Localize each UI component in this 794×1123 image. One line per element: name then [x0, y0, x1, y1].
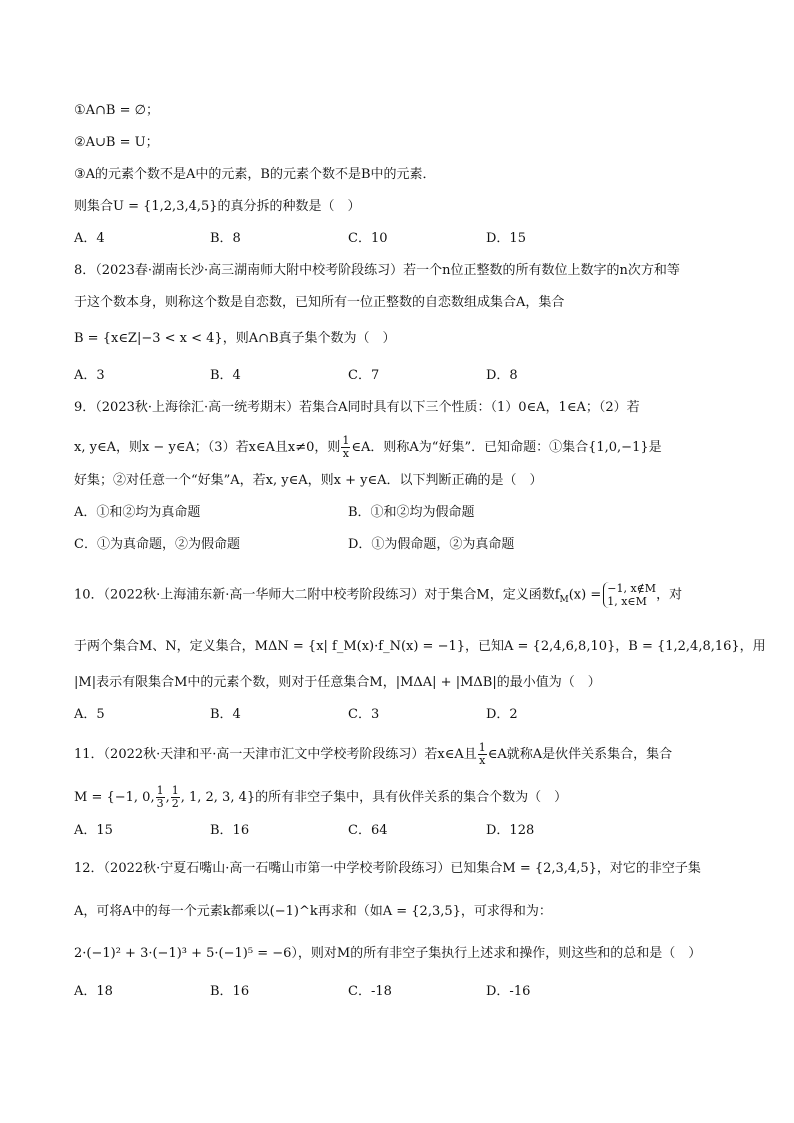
q11-fraction-denominator: x: [479, 754, 486, 767]
q11-fraction: [478, 742, 487, 767]
q9-stem-line-3: 好集；②对任意一个“好集”A，若x, y∈A，则x + y∈A．以下判断正确的是（ ）: [74, 473, 543, 488]
q10-case-2: 1, x∈M: [607, 595, 647, 608]
q9-stem-line-2-start: x, y∈A，则x − y∈A；（3）若x∈A且x≠0，则: [74, 440, 341, 455]
q12-stem-line-1: 12．（2022秋·宁夏石嘴山·高一石嘴山市第一中学校考阶段练习）已知集合M = {2,3,4,5}，对它的非空子集: [74, 861, 701, 876]
q9-fraction-denominator: x: [342, 447, 350, 460]
q11-set-start: M = {−1, 0,: [74, 790, 155, 805]
q8-stem-line-3: B = {x∈Z|−3 < x < 4}，则A∩B真子集个数为（ ）: [74, 331, 396, 346]
q10-stem-line-1-start: 10．（2022秋·上海浦东新·高一华师大二附中校考阶段练习）对于集合M，定义函数f: [74, 587, 560, 603]
q10-piecewise-cases: [603, 582, 656, 608]
q9-fraction: [341, 435, 350, 460]
q8-option-c: C．7: [348, 368, 380, 383]
q10-stem-line-1: [74, 582, 682, 609]
q11-option-a: A．15: [74, 823, 113, 838]
q8-option-b: B．4: [210, 368, 241, 383]
q7-option-d: D．15: [486, 231, 526, 246]
q10-stem-line-2: 于两个集合M、N，定义集合，MΔN = {x| f_M(x)·f_N(x) = −1}，已知A = {2,4,6,8,10}，B = {1,2,4,8,16}，用: [74, 639, 766, 654]
q10-option-d: D．2: [486, 707, 518, 722]
q12-option-c: C．-18: [348, 984, 392, 999]
q7-option-b: B．8: [210, 231, 241, 246]
q11-fraction-1-2: [171, 785, 180, 810]
q10-option-c: C．3: [348, 707, 380, 722]
q7-option-c: C．10: [348, 231, 388, 246]
q12-stem-line-3: 2·(−1)² + 3·(−1)³ + 5·(−1)⁵ = −6），则对M的所有非空子集执行上述求和操作，则这些和的总和是（ ）: [74, 946, 702, 961]
q12-stem-line-2: A，可将A中的每一个元素k都乘以(−1)^k再求和（如A = {2,3,5}，可求得和为：: [74, 904, 552, 919]
q10-stem-line-3: |M|表示有限集合M中的元素个数，则对于任意集合M，|MΔA| + |MΔB|的最小值为（ ）: [74, 675, 601, 690]
q11-fraction-numerator: 1: [478, 741, 486, 754]
q9-option-a: A．①和②均为真命题: [74, 505, 201, 520]
q9-option-b: B．①和②均为假命题: [348, 505, 475, 520]
q7-option-a: A．4: [74, 231, 105, 246]
q8-option-a: A．3: [74, 368, 105, 383]
q10-function-arg: (x) =: [568, 587, 602, 603]
q7-condition-2: ②A∪B = U；: [74, 135, 159, 150]
q11-stem-line-2: M = {−1, 0, $\frac{1}{3}$ , $\frac{1}{2}$ , 1, 2, 3, 4}的所有非空子集中，具有伙伴关系的集合个数为（ ）: [74, 784, 568, 810]
q12-option-b: B．16: [210, 984, 250, 999]
q9-stem-line-2: [74, 435, 662, 460]
q9-stem-line-1: 9．（2023秋·上海徐汇·高一统考期末）若集合A同时具有以下三个性质：（1）0∈A，1∈A；（2）若: [74, 400, 640, 415]
q9-option-c: C．①为真命题，②为假命题: [74, 537, 240, 552]
q11-stem-line-1: [74, 742, 672, 767]
q11-set-end: , 1, 2, 3, 4}的所有非空子集中，具有伙伴关系的集合个数为（ ）: [180, 790, 568, 805]
q8-stem-line-2: 于这个数本身，则称这个数是自恋数，已知所有一位正整数的自恋数组成集合A，集合: [74, 295, 565, 310]
q11-fraction-1-3: [156, 785, 165, 810]
q11-fraction-1-3-denominator: 3: [156, 797, 164, 810]
q11-option-c: C．64: [348, 823, 388, 838]
q9-option-d: D．①为假命题，②为真命题: [348, 537, 515, 552]
q11-stem-line-1-end: ∈A就称A是伙伴关系集合，集合: [487, 747, 673, 762]
q11-option-b: B．16: [210, 823, 250, 838]
q11-option-d: D．128: [486, 823, 535, 838]
q9-stem-line-2-end: ∈A．则称A为“好集”．已知命题：①集合{1,0,−1}是: [351, 440, 662, 455]
q8-option-d: D．8: [486, 368, 518, 383]
q10-function-subscript: M: [559, 595, 569, 606]
q10-stem-line-1-end: ，对: [656, 587, 683, 603]
q9-fraction-numerator: 1: [342, 434, 350, 447]
q12-option-a: A．18: [74, 984, 113, 999]
q11-stem-line-1-start: 11．（2022秋·天津和平·高一天津市汇文中学校考阶段练习）若x∈A且: [74, 747, 477, 762]
q11-fraction-1-2-denominator: 2: [171, 797, 179, 810]
q12-option-d: D．-16: [486, 984, 531, 999]
q11-fraction-1-2-numerator: 1: [171, 784, 179, 797]
q10-option-b: B．4: [210, 707, 241, 722]
q7-question: 则集合U = {1,2,3,4,5}的真分拆的种数是（ ）: [74, 199, 361, 214]
q7-condition-1: ①A∩B = ∅；: [74, 103, 159, 118]
q7-condition-3: ③A的元素个数不是A中的元素，B的元素个数不是B中的元素．: [74, 167, 436, 182]
q10-case-1: −1, x∉M: [607, 582, 657, 595]
q10-option-a: A．5: [74, 707, 105, 722]
q8-stem-line-1: 8．（2023春·湖南长沙·高三湖南师大附中校考阶段练习）若一个n位正整数的所有数位上数字的n次方和等: [74, 263, 680, 278]
q11-fraction-1-3-numerator: 1: [156, 784, 164, 797]
